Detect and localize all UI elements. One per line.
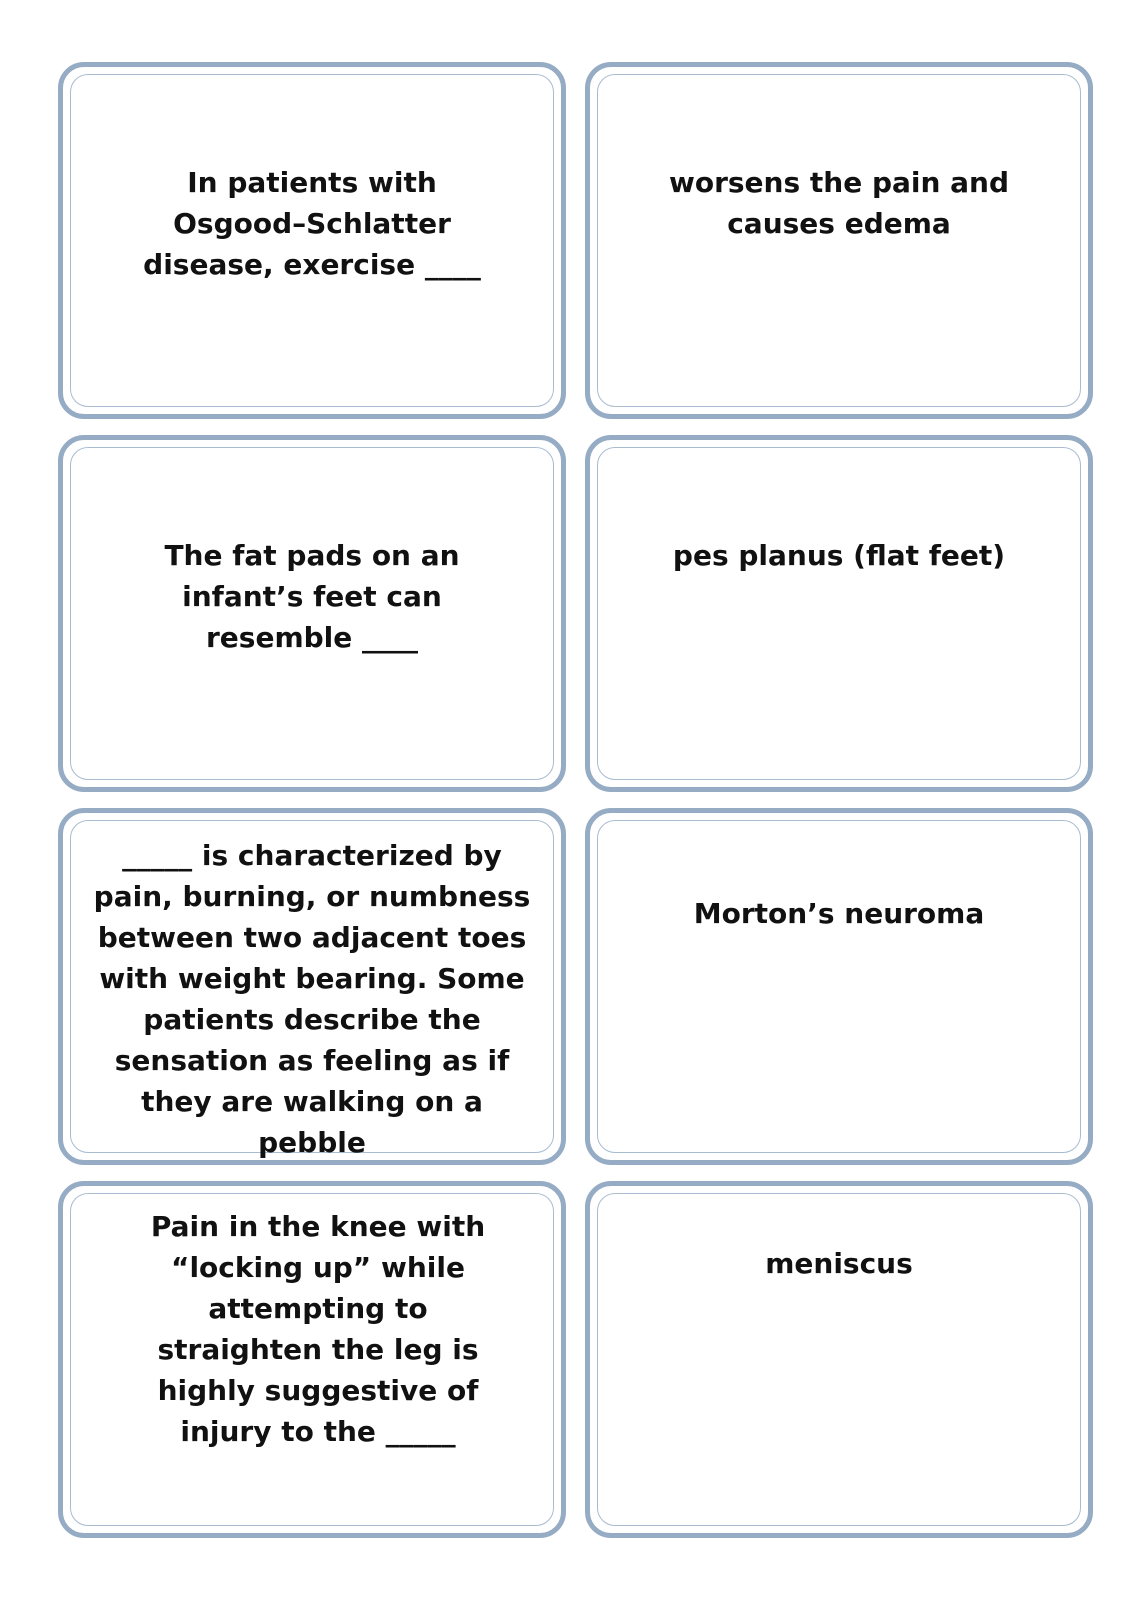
card-text: Pain in the knee with “locking up” while attempting to straighten the leg is highly suggestive of injury to the _____	[150, 1210, 486, 1448]
card-text: _____ is characterized by pain, burning, or numbness between two adjacent toes with weight bearing. Some patients describe the sensation as feeling as if they are walking on a pebble	[93, 839, 531, 1159]
flashcard-question-4	[58, 1181, 566, 1538]
flashcard-question-1	[58, 62, 566, 419]
card-text: worsens the pain and causes edema	[668, 166, 1010, 240]
card-text: In patients with Osgood–Schlatter disease, exercise ____	[143, 166, 481, 281]
flashcard-answer-4	[585, 1181, 1093, 1538]
card-text: The fat pads on an infant’s feet can resemble ____	[164, 539, 460, 654]
flashcard-question-3	[58, 808, 566, 1165]
card-text: Morton’s neuroma	[693, 897, 985, 930]
card-text: meniscus	[765, 1247, 913, 1280]
flashcard-answer-2	[585, 435, 1093, 792]
flashcard-answer-3	[585, 808, 1093, 1165]
flashcard-question-2	[58, 435, 566, 792]
card-text: pes planus (flat feet)	[672, 539, 1006, 572]
flashcard-answer-1	[585, 62, 1093, 419]
